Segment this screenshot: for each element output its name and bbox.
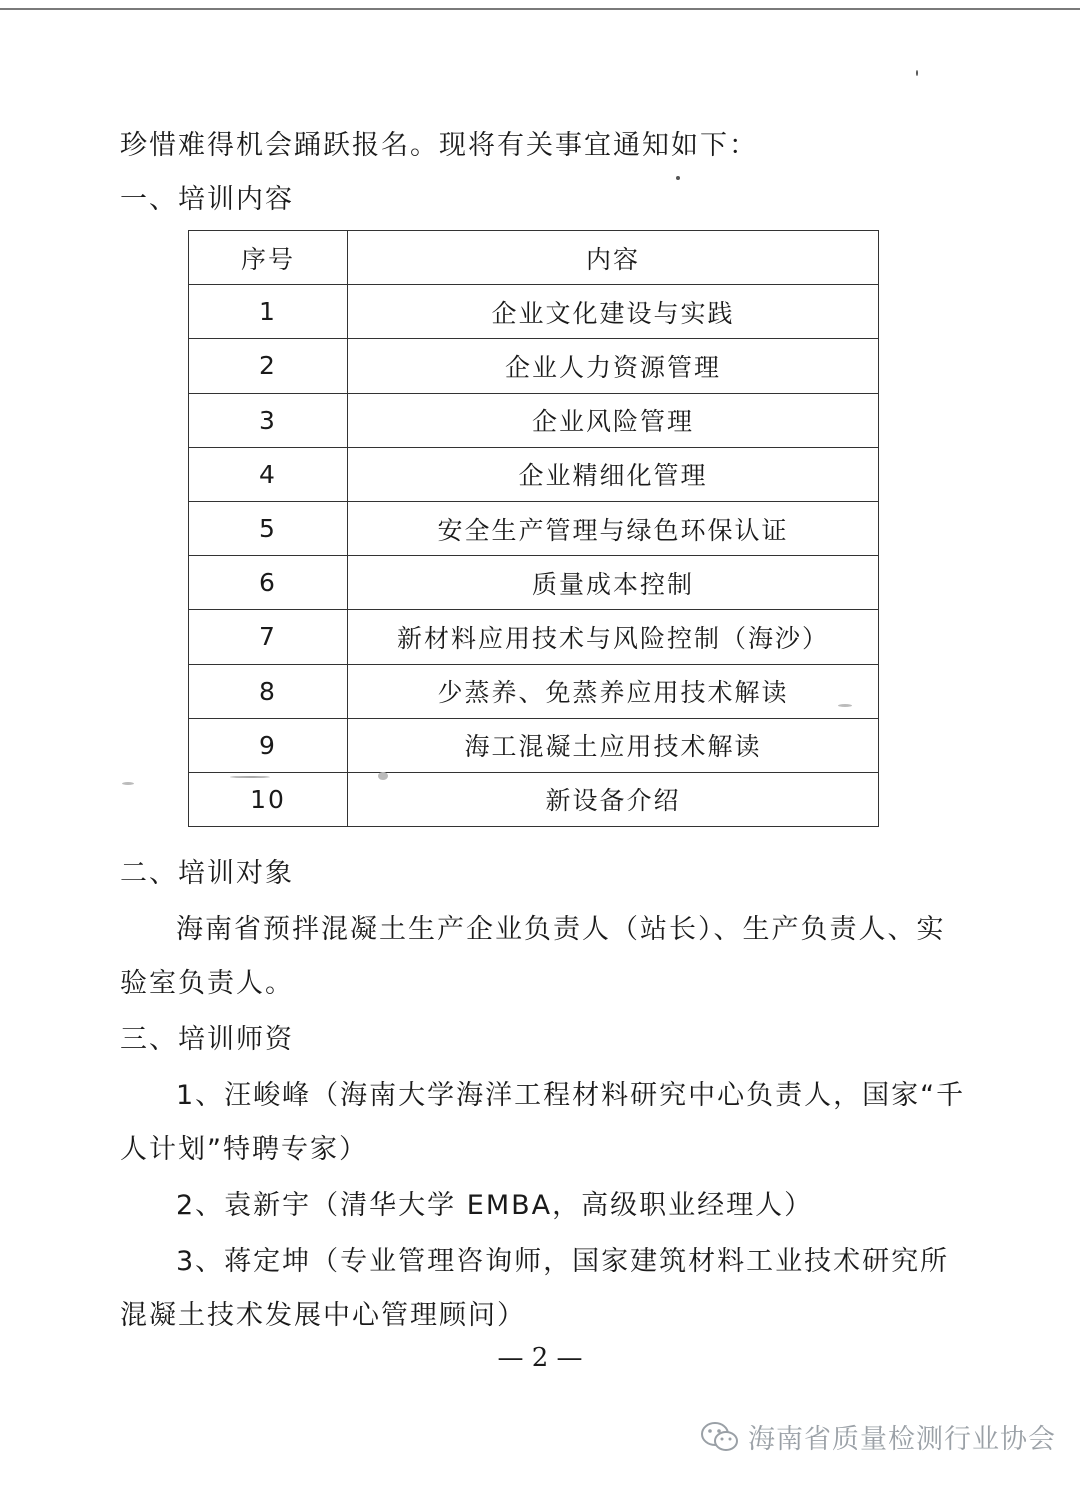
row-content: 新设备介绍 [348,772,879,826]
teacher3-line-1: 3、蒋定坤（专业管理咨询师，国家建筑材料工业技术研究所 [176,1246,950,1277]
row-number: 5 [189,501,348,555]
row-content: 企业精细化管理 [348,447,879,501]
training-content-table [188,230,879,827]
row-content: 少蒸养、免蒸养应用技术解读 [348,664,879,718]
row-content: 企业文化建设与实践 [348,285,879,339]
table-row [189,285,879,339]
row-number: 2 [189,339,348,393]
teacher3-line-2: 混凝土技术发展中心管理顾问） [120,1300,526,1331]
row-number: 10 [189,772,348,826]
row-content: 质量成本控制 [348,556,879,610]
table-row [189,339,879,393]
teacher1-line-2: 人计划”特聘专家） [120,1134,368,1165]
table-row [189,501,879,555]
section1-heading: 一、培训内容 [120,184,294,215]
row-number: 3 [189,393,348,447]
row-number: 7 [189,610,348,664]
scan-speck [916,70,918,76]
table-row [189,772,879,826]
teacher1-line-1: 1、汪峻峰（海南大学海洋工程材料研究中心负责人，国家“千 [176,1080,966,1111]
scan-speck [676,176,680,180]
table-row [189,393,879,447]
row-content: 新材料应用技术与风险控制（海沙） [348,610,879,664]
table-row [189,718,879,772]
wechat-watermark [700,1417,1056,1456]
page-number: — 2 — [497,1343,583,1373]
table-row [189,447,879,501]
row-number: 4 [189,447,348,501]
header-serial-number: 序号 [189,231,348,285]
row-content: 海工混凝土应用技术解读 [348,718,879,772]
row-number: 9 [189,718,348,772]
row-content: 企业风险管理 [348,393,879,447]
table-row [189,556,879,610]
watermark-text: 海南省质量检测行业协会 [748,1424,1056,1455]
table-row [189,610,879,664]
row-number: 1 [189,285,348,339]
section2-line-1: 海南省预拌混凝土生产企业负责人（站长）、生产负责人、实 [176,914,946,945]
header-content: 内容 [348,231,879,285]
section2-line-2: 验室负责人。 [120,968,294,999]
scan-speck [230,776,270,778]
wechat-icon [700,1420,740,1454]
row-number: 6 [189,556,348,610]
scan-speck [122,782,134,785]
section3-heading: 三、培训师资 [120,1024,294,1055]
intro-line: 珍惜难得机会踊跃报名。现将有关事宜通知如下： [120,130,758,161]
scan-speck [378,772,388,780]
scan-speck [838,704,852,707]
table-row [189,664,879,718]
section2-heading: 二、培训对象 [120,858,294,889]
row-content: 企业人力资源管理 [348,339,879,393]
scan-top-edge [0,8,1080,10]
row-number: 8 [189,664,348,718]
teacher2-line: 2、袁新宇（清华大学 EMBA，高级职业经理人） [176,1190,814,1221]
row-content: 安全生产管理与绿色环保认证 [348,501,879,555]
table-header-row [189,231,879,285]
